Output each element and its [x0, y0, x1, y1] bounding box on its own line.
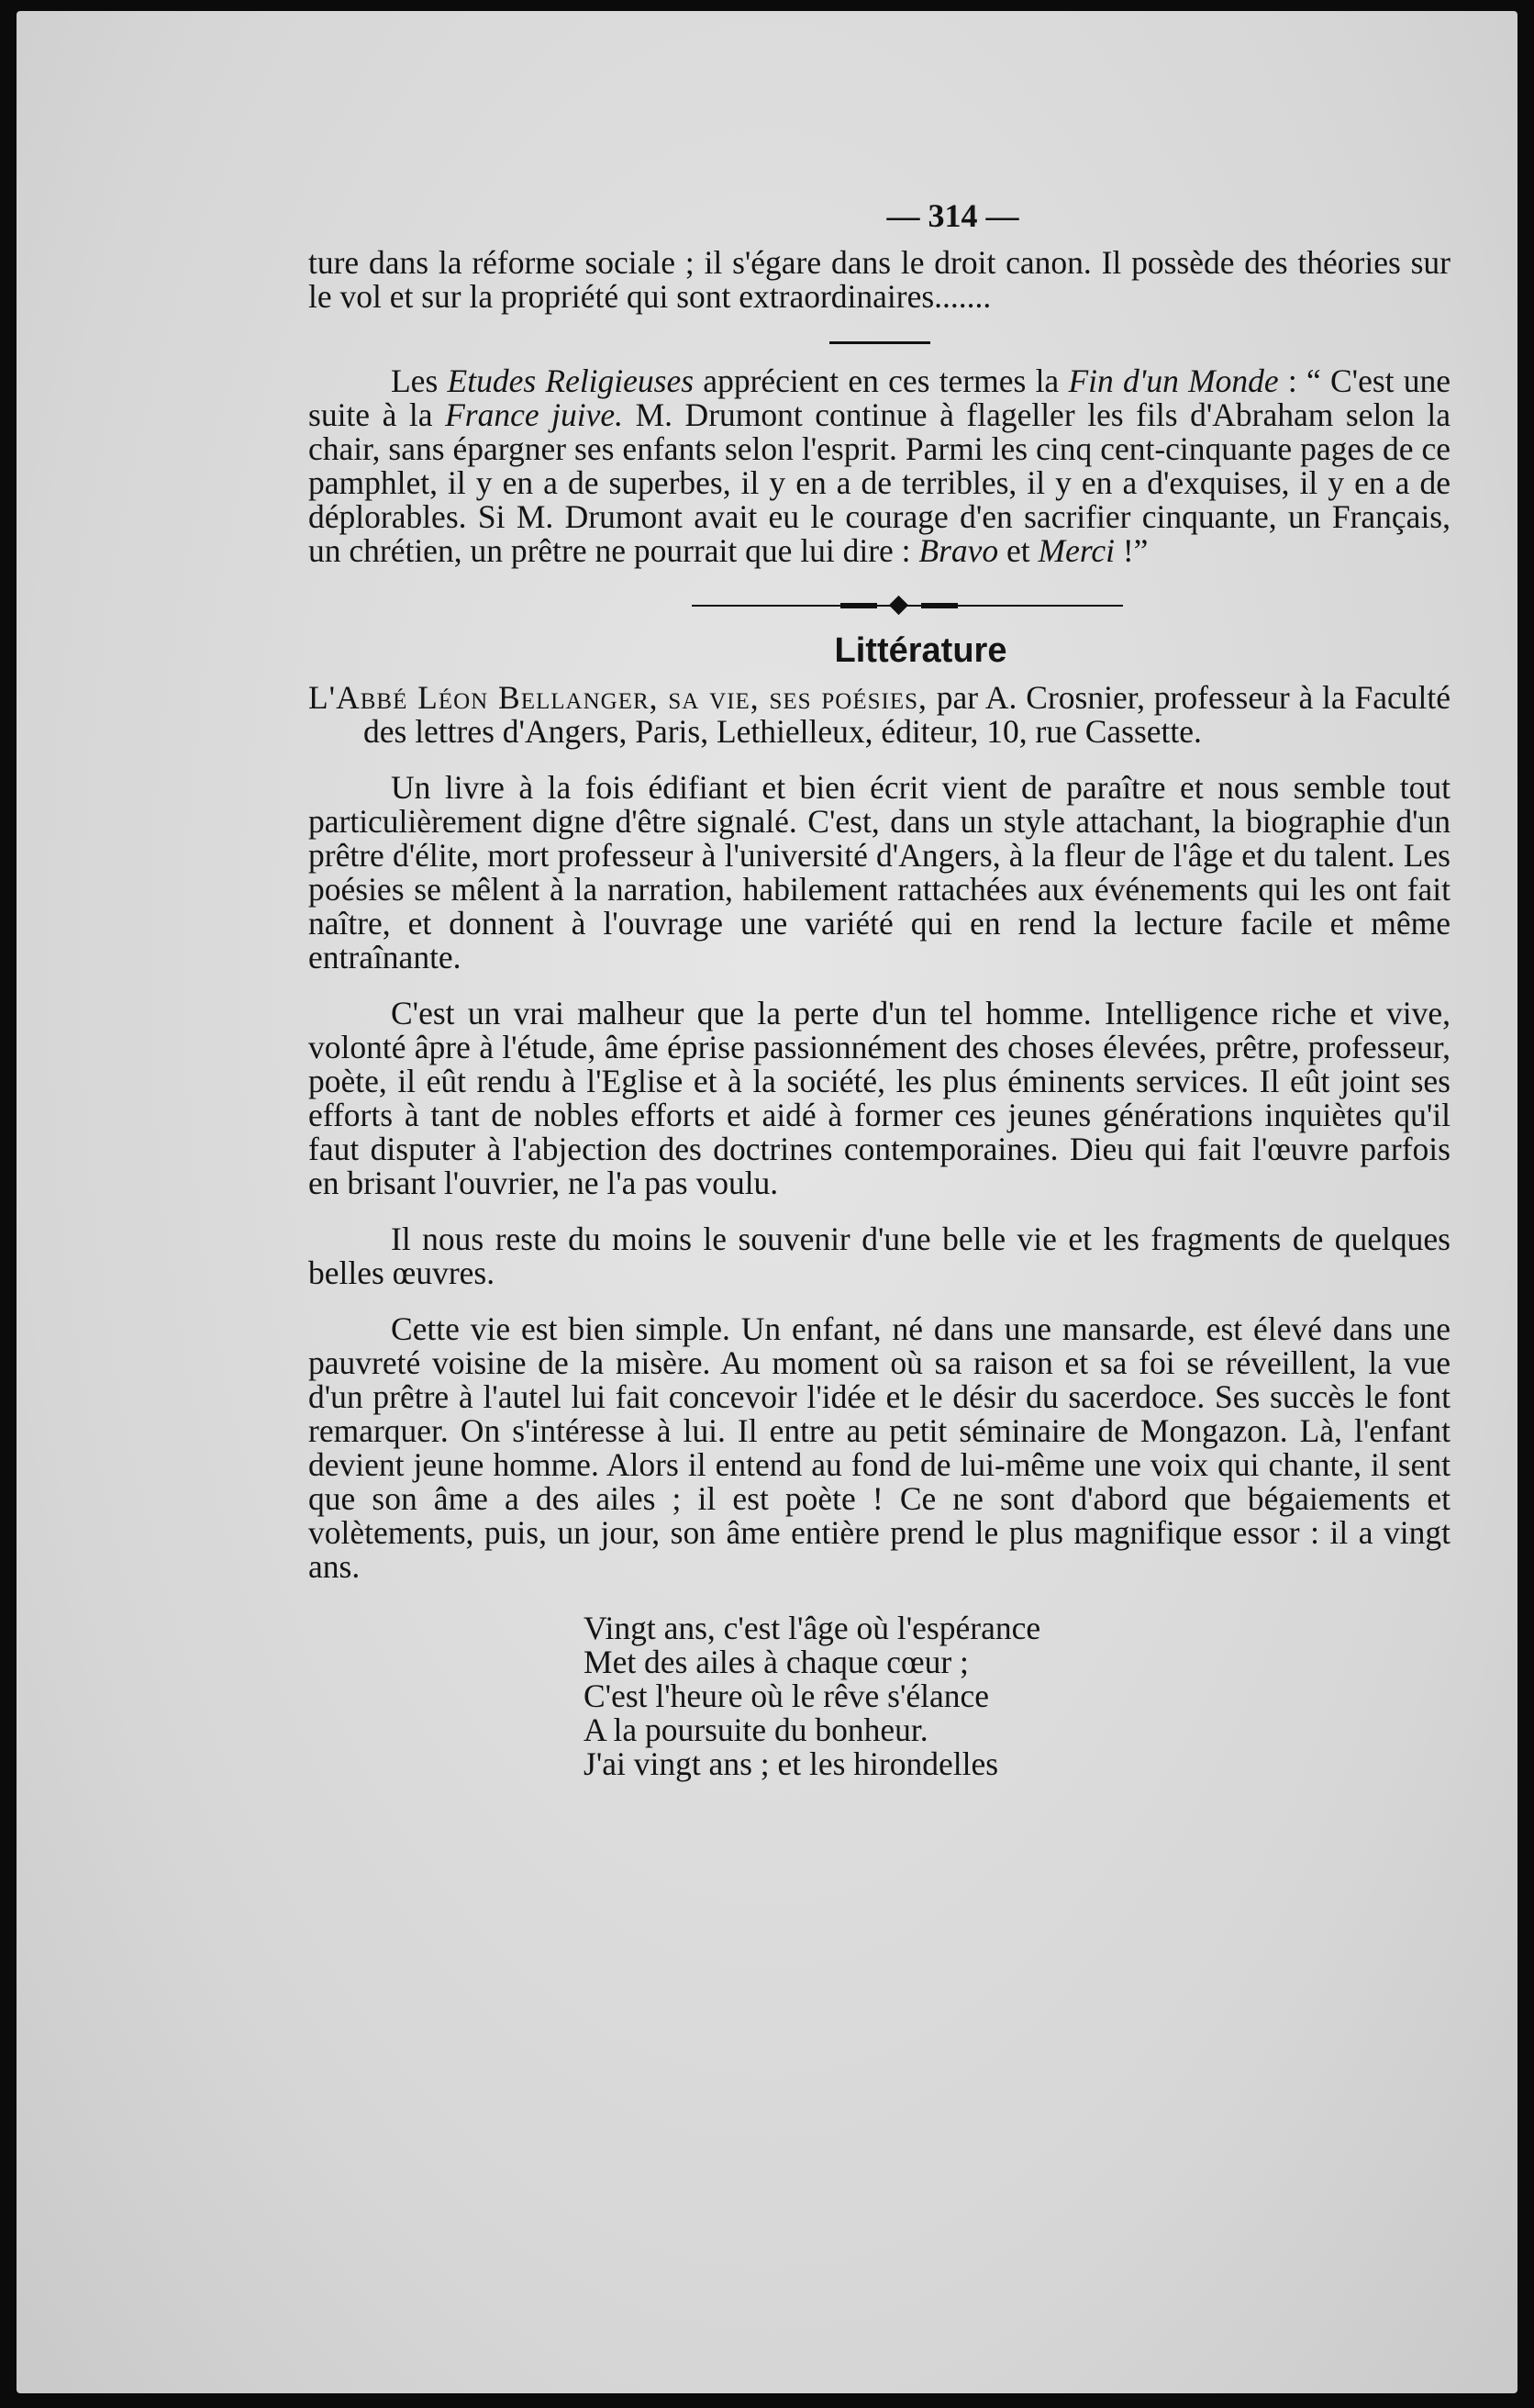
- section-title: Littérature: [834, 631, 1007, 670]
- paragraph-1: Un livre à la fois édifiant et bien écrit vient de paraître et nous semble tout particulièrement digne d'être signalé. C'est, dans un style attachant, la biographie d'un prêtre d'élite, mort professeur à l'université d'Angers, à la fleur de l'âge et du talent. Les poésies se mêlent à la narration, habilement rattachées aux événements qui les ont fait naître, et donnent à l'ouvrage une variété qui en rend la lecture facile et même entraînante.: [308, 769, 1451, 975]
- paragraph-2: C'est un vrai malheur que la perte d'un tel homme. Intelligence riche et vive, volonté âpre à l'étude, âme éprise passionnément des choses élevées, prêtre, professeur, poète, il eût rendu à l'Eglise et à la société, les plus éminents services. Il eût joint ses efforts à tant de nobles efforts et aidé à former ces jeunes générations inquiètes qu'il faut disputer à l'abjection des doctrines contemporaines. Dieu qui fait l'œuvre parfois en brisant l'ouvrier, ne l'a pas voulu.: [308, 995, 1451, 1201]
- bibliographic-entry: L'Abbé Léon Bellanger, sa vie, ses poésies, par A. Crosnier, professeur à la Faculté des lettres d'Angers, Paris, Lethielleux, éditeur, 10, rue Cassette.: [308, 679, 1451, 750]
- journal-title: Etudes Religieuses: [447, 362, 695, 399]
- section-ornament: [308, 588, 1451, 625]
- scanned-page: [17, 11, 1517, 2393]
- page-number: — 314 —: [886, 197, 1019, 234]
- verse-line: Vingt ans, c'est l'âge où l'espérance: [584, 1610, 1041, 1646]
- poem-excerpt: [584, 1611, 1451, 1781]
- page-text: [308, 199, 1451, 1781]
- book-title-2: France juive.: [445, 396, 624, 433]
- paragraph-review: Les Etudes Religieuses apprécient en ces termes la Fin d'un Monde : “ C'est une suite à la France juive. M. Drumont continue à flageller les fils d'Abraham selon la chair, sans épargner ses enfants selon l'esprit. Parmi les cinq cent-cinquante pages de ce pamphlet, il y en a de superbes, il y en a de terribles, il y en a d'exquises, il y en a de déplorables. Si M. Drumont avait eu le courage d'en sacrifier cinquante, un Français, un chrétien, un prêtre ne pourrait que lui dire : Bravo et Merci !”: [308, 362, 1451, 569]
- book-reference: L'Abbé Léon Bellanger, sa vie, ses poésies,: [308, 679, 928, 716]
- book-title: Fin d'un Monde: [1068, 362, 1279, 399]
- paragraph-intro: ture dans la réforme sociale ; il s'égare dans le droit canon. Il possède des théories sur le vol et sur la propriété qui sont extraordinaires.......: [308, 244, 1451, 315]
- verse-line: C'est l'heure où le rêve s'élance: [584, 1678, 990, 1714]
- verse-line: A la poursuite du bonheur.: [584, 1711, 928, 1748]
- paragraph-3: Il nous reste du moins le souvenir d'une belle vie et les fragments de quelques belles œuvres.: [308, 1221, 1451, 1291]
- verse-line: Met des ailes à chaque cœur ;: [584, 1644, 969, 1680]
- verse-line: J'ai vingt ans ; et les hirondelles: [584, 1745, 999, 1782]
- separator-rule: [829, 341, 930, 344]
- paragraph-4: Cette vie est bien simple. Un enfant, né dans une mansarde, est élevé dans une pauvreté voisine de la misère. Au moment où sa raison et sa foi se réveillent, la vue d'un prêtre à l'autel lui fait concevoir l'idée et le désir du sacerdoce. Ses succès le font remarquer. On s'intéresse à lui. Il entre au petit séminaire de Mongazon. Là, l'enfant devient jeune homme. Alors il entend au fond de lui-même une voix qui chante, il sent que son âme a des ailes ; il est poète ! Ce ne sont d'abord que bégaiements et volètements, puis, un jour, son âme entière prend le plus magnifique essor : il a vingt ans.: [308, 1310, 1451, 1585]
